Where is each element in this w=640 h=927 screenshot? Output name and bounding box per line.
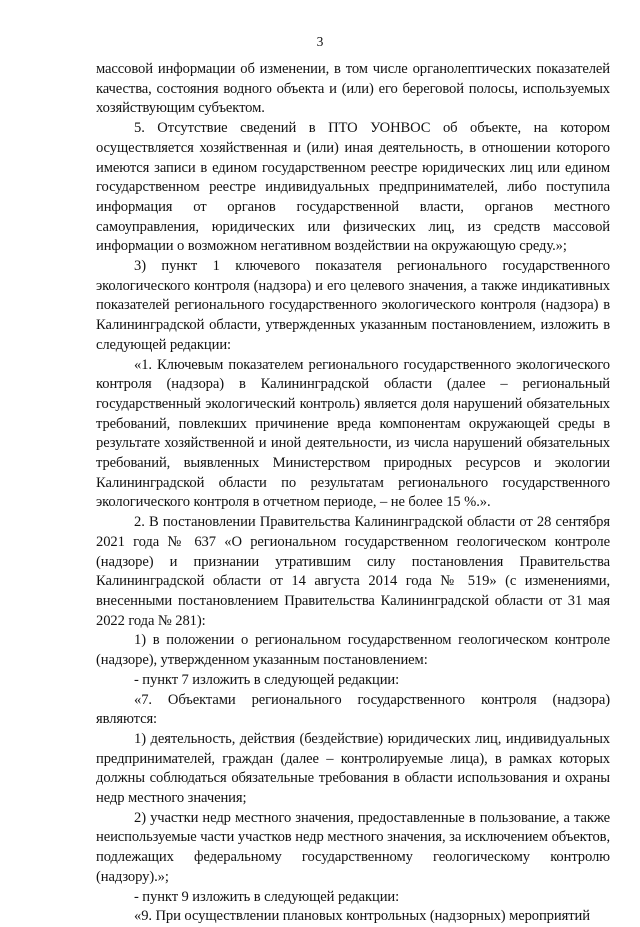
paragraph-key-indicator: «1. Ключевым показателем регионального государственного экологического контроля (надзора) в Калининградской области (далее – региональный государственный экологический контроль) является доля нарушений обязательных требований, повлекших причинение вреда компонентам окружающей среды в результате хозяйственной и иной деятельности, из числа нарушений обязательных требований, выявленных Министерством природных ресурсов и экологии Калининградской области по результатам регионального государственного экологического контроля в отчетном периоде, – не более 15 %.». — [96, 356, 610, 511]
paragraph-point-9-intro: - пункт 9 изложить в следующей редакции: — [134, 888, 400, 905]
document-body — [96, 60, 610, 927]
paragraph-continuation: массовой информации об изменении, в том числе органолептических показателей качества, состояния водного объекта и (или) его береговой полосы, используемых хозяйствующим субъектом. — [96, 61, 610, 117]
paragraph-subitem-1: 1) в положении о региональном государственном геологическом контроле (надзоре), утвержденном указанным постановлением: — [96, 632, 610, 669]
paragraph-item-5: 5. Отсутствие сведений в ПТО УОНВОС об объекте, на котором осуществляется хозяйственная и (или) иная деятельность, в отношении которого имеются записи в едином государственном реестре юридических лиц или едином государственном реестре индивидуальных предпринимателей, либо поступила информация от органов государственной власти, органов местного самоуправления, юридических или физических лиц, из средств массовой информации о возможном негативном воздействии на окружающую среду.»; — [96, 120, 610, 255]
paragraph-point-7-intro: - пункт 7 изложить в следующей редакции: — [134, 671, 400, 688]
paragraph-subitem-3: 3) пункт 1 ключевого показателя регионального государственного экологического контроля (надзора) и его целевого значения, а также индикативных показателей регионального государственного экологического контроля (надзора) в Калининградской области, утвержденных указанным постановлением, изложить в следующей редакции: — [96, 258, 610, 353]
paragraph-point-7-sub-1: 1) деятельность, действия (бездействие) юридических лиц, индивидуальных предпринимателей, граждан (далее – контролируемые лица), в рамках которых должны соблюдаться обязательные требования в области использования и охраны недр местного значения; — [96, 730, 610, 807]
paragraph-point-9: «9. При осуществлении плановых контрольных (надзорных) мероприятий — [134, 908, 590, 925]
paragraph-point-7: «7. Объектами регионального государственного контроля (надзора) являются: — [96, 691, 610, 728]
page-number: 3 — [316, 34, 324, 49]
paragraph-point-7-sub-2: 2) участки недр местного значения, предоставленные в пользование, а также неиспользуемые части участков недр местного значения, за исключением объектов, подлежащих федеральному государственному геологическому контролю (надзору).»; — [96, 809, 610, 885]
paragraph-item-2: 2. В постановлении Правительства Калининградской области от 28 сентября 2021 года № 637 «О региональном государственном геологическом контроле (надзоре) и признании утратившим силу постановления Правительства Калининградской области от 14 августа 2014 года № 519» (с изменениями, внесенными постановлением Правительства Калининградской области от 31 мая 2022 года № 281): — [96, 514, 610, 629]
